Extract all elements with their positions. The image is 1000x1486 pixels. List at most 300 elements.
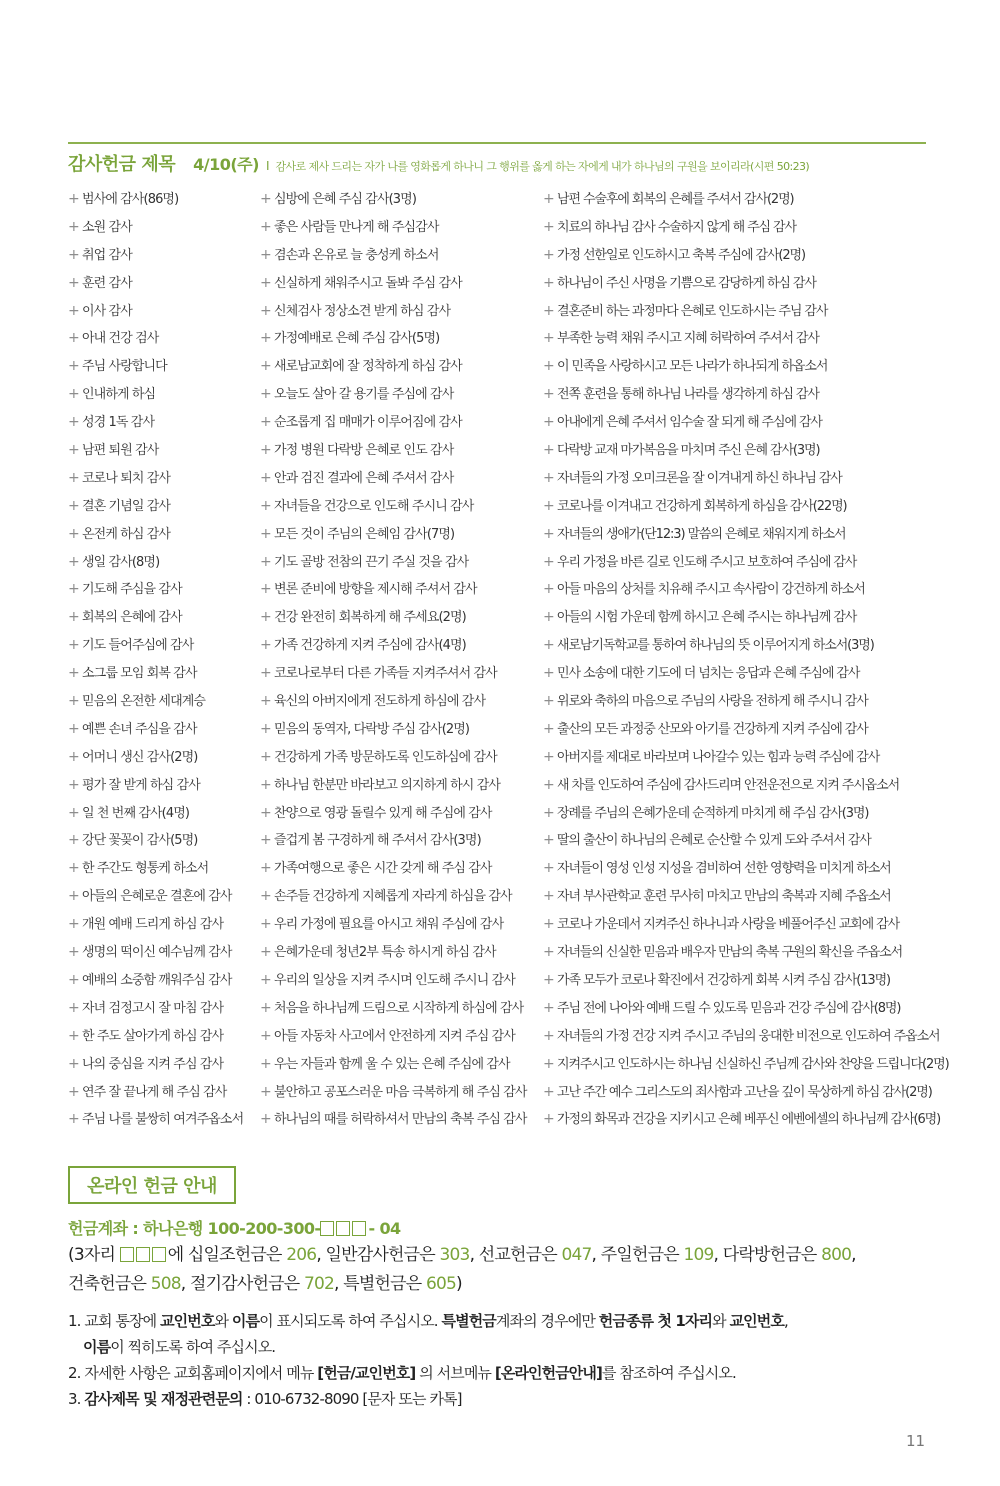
thanks-item <box>260 383 540 411</box>
thanks-item <box>543 802 973 830</box>
thanks-item <box>543 300 973 328</box>
thanks-item <box>68 746 258 774</box>
thanks-item <box>260 523 540 551</box>
thanks-item-text: 자녀들의 생애가(단12:3) 말씀의 은혜로 채워지게 하소서 <box>557 526 846 542</box>
plus-icon: + <box>543 581 554 598</box>
thanks-item <box>543 662 973 690</box>
online-offering-title: 온라인 헌금 안내 <box>68 1166 236 1204</box>
code-darak: 800 <box>821 1245 852 1265</box>
thanks-item <box>543 1053 973 1081</box>
thanks-item <box>260 1081 540 1109</box>
thanks-item-text: 어머니 생신 감사(2명) <box>82 749 198 765</box>
thanks-item <box>260 997 540 1025</box>
thanks-item <box>68 551 258 579</box>
thanks-item-text: 생명의 떡이신 예수님께 감사 <box>82 945 232 961</box>
thanks-item-text: 아들 마음의 상처를 치유해 주시고 속사람이 강건하게 하소서 <box>557 582 865 598</box>
thanks-item-text: 생일 감사(8명) <box>82 554 160 570</box>
thanks-item-text: 평가 잘 받게 하심 감사 <box>82 777 200 793</box>
thanks-item <box>260 300 540 328</box>
plus-icon: + <box>68 999 79 1016</box>
thanks-item <box>543 1081 973 1109</box>
thanks-item <box>68 272 258 300</box>
plus-icon: + <box>543 748 554 765</box>
thanks-item-text: 새 차를 인도하여 주심에 감사드리며 안전운전으로 지켜 주시옵소서 <box>557 777 900 793</box>
thanks-item <box>260 634 540 662</box>
thanks-item-text: 전쪽 훈련을 통해 하나님 나라를 생각하게 하심 감사 <box>557 387 819 403</box>
plus-icon: + <box>543 1111 554 1128</box>
thanks-item <box>68 774 258 802</box>
account-label: 헌금계좌 : 하나은행 100-200-300- <box>68 1219 321 1238</box>
plus-icon: + <box>68 1083 79 1100</box>
thanks-item-text: 건강 완전히 회복하게 해 주세요(2명) <box>274 610 466 626</box>
thanks-item-text: 성경 1독 감사 <box>82 415 155 431</box>
plus-icon: + <box>543 860 554 877</box>
header-verse: 감사로 제사 드리는 자가 나를 영화롭게 하나니 그 행위를 옳게 하는 자에게 내가 하나님의 구원을 보이리라(시편 50:23) <box>275 160 810 173</box>
plus-icon: + <box>68 832 79 849</box>
code-season: 702 <box>303 1274 335 1294</box>
thanks-item-text: 안과 검진 결과에 은혜 주셔서 감사 <box>274 470 454 486</box>
thanks-item <box>68 690 258 718</box>
plus-icon: + <box>68 246 79 263</box>
code-building: 508 <box>150 1274 181 1294</box>
codes-intro: (3자리 <box>68 1245 120 1265</box>
plus-icon: + <box>543 637 554 654</box>
thanks-item <box>68 383 258 411</box>
thanks-item-text: 하나님의 때를 허락하셔서 만남의 축복 주심 감사 <box>274 1112 527 1128</box>
thanks-item <box>543 1025 973 1053</box>
thanks-item <box>260 802 540 830</box>
thanks-item-text: 아들의 은혜로운 결혼에 감사 <box>82 889 232 905</box>
thanks-item <box>543 913 973 941</box>
plus-icon: + <box>543 274 554 291</box>
thanks-item-text: 코로나 가운데서 지켜주신 하나니과 사랑을 베풀어주신 교회에 감사 <box>557 917 900 933</box>
thanks-item <box>68 969 258 997</box>
thanks-item-text: 가정예배로 은혜 주심 감사(5명) <box>274 331 440 347</box>
code-sunday: 109 <box>683 1245 714 1265</box>
thanks-item-text: 오늘도 살아 갈 용기를 주심에 감사 <box>274 387 454 403</box>
thanks-item <box>68 857 258 885</box>
thanks-item-text: 믿음의 온전한 세대계승 <box>82 694 206 710</box>
thanks-item <box>543 606 973 634</box>
plus-icon: + <box>260 999 271 1016</box>
thanks-item-text: 주님 전에 나아와 예배 드릴 수 있도록 믿음과 건강 주심에 감사(8명) <box>557 1000 901 1016</box>
thanks-item-text: 새로남기독학교를 통하여 하나님의 뜻 이루어지게 하소서(3명) <box>557 638 874 654</box>
plus-icon: + <box>543 442 554 459</box>
plus-icon: + <box>260 609 271 626</box>
thanks-item <box>68 467 258 495</box>
thanks-item <box>260 913 540 941</box>
thanks-item <box>68 355 258 383</box>
thanks-item-text: 가족 모두가 코로나 확진에서 건강하게 회복 시켜 주심 감사(13명) <box>557 972 890 988</box>
thanks-item-text: 육신의 아버지에게 전도하게 하심에 감사 <box>274 694 486 710</box>
thanks-item-text: 하나님이 주신 사명을 기쁨으로 감당하게 하심 감사 <box>557 275 816 291</box>
thanks-item-text: 가족여행으로 좋은 시간 갖게 해 주심 감사 <box>274 861 492 877</box>
thanks-item-text: 부족한 능력 채워 주시고 지혜 허락하여 주셔서 감사 <box>557 331 819 347</box>
thanks-item <box>68 885 258 913</box>
thanks-item <box>543 495 973 523</box>
header-date: 4/10(주) <box>193 155 259 174</box>
plus-icon: + <box>260 1111 271 1128</box>
plus-icon: + <box>543 999 554 1016</box>
thanks-item-text: 한 주간도 형통케 하소서 <box>82 861 209 877</box>
plus-icon: + <box>260 218 271 235</box>
thanks-item-text: 딸의 출산이 하나님의 은혜로 순산할 수 있게 도와 주셔서 감사 <box>557 833 871 849</box>
plus-icon: + <box>68 665 79 682</box>
thanks-item <box>543 634 973 662</box>
thanks-item <box>260 327 540 355</box>
thanks-item-text: 이 민족을 사랑하시고 모든 나라가 하나되게 하옵소서 <box>557 359 828 375</box>
thanks-item <box>260 411 540 439</box>
thanks-item-text: 겸손과 온유로 늘 충성케 하소서 <box>274 247 439 263</box>
plus-icon: + <box>543 609 554 626</box>
plus-icon: + <box>260 1027 271 1044</box>
thanks-item-text: 취업 감사 <box>82 247 132 263</box>
plus-icon: + <box>68 553 79 570</box>
thanks-item <box>543 272 973 300</box>
plus-icon: + <box>68 720 79 737</box>
thanks-item <box>260 690 540 718</box>
thanks-item <box>260 774 540 802</box>
thanks-item-text: 아들의 시험 가운데 함께 하시고 은혜 주시는 하나님께 감사 <box>557 610 857 626</box>
thanks-item <box>543 411 973 439</box>
thanks-header <box>68 150 948 178</box>
plus-icon: + <box>543 330 554 347</box>
plus-icon: + <box>260 497 271 514</box>
plus-icon: + <box>68 776 79 793</box>
thanks-item <box>260 216 540 244</box>
thanks-item-text: 은혜가운데 청년2부 특송 하시게 하심 감사 <box>274 945 496 961</box>
thanks-column-1 <box>68 188 258 1136</box>
thanks-item <box>543 355 973 383</box>
thanks-item-text: 가정 병원 다락방 은혜로 인도 감사 <box>274 443 454 459</box>
plus-icon: + <box>543 218 554 235</box>
thanks-item <box>260 188 540 216</box>
plus-icon: + <box>68 1111 79 1128</box>
plus-icon: + <box>68 748 79 765</box>
thanks-item <box>543 690 973 718</box>
header-rule <box>68 142 926 144</box>
digit-box-icon <box>120 1247 134 1262</box>
thanks-item <box>543 857 973 885</box>
thanks-item <box>260 885 540 913</box>
thanks-item-text: 범사에 감사(86명) <box>82 192 179 207</box>
plus-icon: + <box>68 609 79 626</box>
plus-icon: + <box>543 832 554 849</box>
plus-icon: + <box>543 386 554 403</box>
thanks-item-text: 주님 나를 불쌍히 여겨주옵소서 <box>82 1112 244 1128</box>
plus-icon: + <box>68 442 79 459</box>
plus-icon: + <box>68 944 79 961</box>
thanks-item <box>68 188 258 216</box>
thanks-item-text: 자녀들이 영성 인성 지성을 겸비하여 선한 영향력을 미치게 하소서 <box>557 861 891 877</box>
digit-box-icon <box>152 1247 166 1262</box>
thanks-item-text: 연주 잘 끝나게 해 주심 감사 <box>82 1084 227 1100</box>
codes-text: 건축헌금은 <box>68 1274 151 1294</box>
thanks-item-text: 자녀들을 건강으로 인도해 주시니 감사 <box>274 498 474 514</box>
thanks-item-text: 결혼준비 하는 과정마다 은혜로 인도하시는 주님 감사 <box>557 303 828 319</box>
thanks-item <box>68 606 258 634</box>
thanks-item-text: 아버지를 제대로 바라보며 나아갈수 있는 힘과 능력 주심에 감사 <box>557 749 880 765</box>
thanks-item <box>68 216 258 244</box>
thanks-item-text: 처음을 하나님께 드림으로 시작하게 하심에 감사 <box>274 1000 524 1016</box>
offering-codes <box>68 1241 938 1299</box>
plus-icon: + <box>543 191 554 207</box>
codes-text: 에 십일조헌금은 <box>167 1245 287 1265</box>
thanks-item-text: 한 주도 살아가게 하심 감사 <box>82 1028 224 1044</box>
plus-icon: + <box>543 358 554 375</box>
thanks-item-text: 회복의 은혜에 감사 <box>82 610 182 626</box>
thanks-item <box>68 718 258 746</box>
thanks-item-text: 온전케 하심 감사 <box>82 526 171 542</box>
thanks-item-text: 건강하게 가족 방문하도록 인도하심에 감사 <box>274 749 497 765</box>
thanks-item-text: 자녀들의 가정 오미크론을 잘 이겨내게 하신 하나님 감사 <box>557 470 842 486</box>
thanks-item-text: 소원 감사 <box>82 219 132 235</box>
plus-icon: + <box>260 246 271 263</box>
thanks-item <box>543 216 973 244</box>
plus-icon: + <box>68 637 79 654</box>
plus-icon: + <box>68 693 79 710</box>
thanks-item-text: 코로나 퇴치 감사 <box>82 470 171 486</box>
codes-text: , <box>851 1245 856 1265</box>
thanks-item <box>260 1025 540 1053</box>
notes <box>68 1308 938 1412</box>
thanks-item <box>260 857 540 885</box>
thanks-item-text: 일 천 번째 감사(4명) <box>82 805 190 821</box>
plus-icon: + <box>68 804 79 821</box>
thanks-item-text: 예배의 소중함 깨워주심 감사 <box>82 972 232 988</box>
thanks-item-text: 가정 선한일로 인도하시고 축복 주심에 감사(2명) <box>557 247 805 263</box>
thanks-item <box>543 997 973 1025</box>
plus-icon: + <box>260 804 271 821</box>
plus-icon: + <box>260 274 271 291</box>
thanks-item <box>68 411 258 439</box>
thanks-item-text: 아들 자동차 사고에서 안전하게 지켜 주심 감사 <box>274 1028 515 1044</box>
plus-icon: + <box>543 720 554 737</box>
thanks-item <box>68 1025 258 1053</box>
plus-icon: + <box>260 358 271 375</box>
plus-icon: + <box>543 302 554 319</box>
thanks-item-text: 고난 주간 예수 그리스도의 죄사함과 고난을 깊이 묵상하게 하심 감사(2명) <box>557 1084 932 1100</box>
thanks-item-text: 지켜주시고 인도하시는 하나님 신실하신 주님께 감사와 찬양을 드립니다(2명) <box>557 1056 949 1072</box>
plus-icon: + <box>260 971 271 988</box>
plus-icon: + <box>260 693 271 710</box>
plus-icon: + <box>68 525 79 542</box>
thanks-item-text: 주님 사랑합니다 <box>82 359 167 375</box>
thanks-item <box>543 383 973 411</box>
thanks-item <box>260 1053 540 1081</box>
thanks-item <box>260 551 540 579</box>
thanks-item-text: 우리 가정에 필요를 아시고 채워 주심에 감사 <box>274 917 504 933</box>
plus-icon: + <box>68 191 79 207</box>
plus-icon: + <box>543 525 554 542</box>
thanks-item <box>68 634 258 662</box>
thanks-item-text: 믿음의 동역자, 다락방 주심 감사(2명) <box>274 721 470 737</box>
thanks-item-text: 다락방 교재 마가복음을 마치며 주신 은혜 감사(3명) <box>557 443 820 459</box>
thanks-item <box>68 578 258 606</box>
plus-icon: + <box>68 1055 79 1072</box>
plus-icon: + <box>543 693 554 710</box>
thanks-item-text: 기도 들어주심에 감사 <box>82 638 194 654</box>
plus-icon: + <box>260 330 271 347</box>
digit-box-icon <box>336 1221 350 1236</box>
thanks-item-text: 자녀 부사관학교 훈련 무사히 마치고 만남의 축복과 지혜 주옵소서 <box>557 889 891 905</box>
thanks-item <box>260 829 540 857</box>
plus-icon: + <box>260 1055 271 1072</box>
header-separator: I <box>265 159 270 173</box>
thanks-item-text: 좋은 사람들 만나게 해 주심감사 <box>274 219 439 235</box>
plus-icon: + <box>68 218 79 235</box>
codes-text: , 일반감사헌금은 <box>316 1245 440 1265</box>
thanks-item <box>68 439 258 467</box>
plus-icon: + <box>543 916 554 933</box>
thanks-item <box>68 523 258 551</box>
thanks-item <box>260 272 540 300</box>
thanks-item-text: 즐겁게 봄 구경하게 해 주셔서 감사(3명) <box>274 833 481 849</box>
codes-text: , 다락방헌금은 <box>713 1245 822 1265</box>
thanks-item-text: 인내하게 하심 <box>82 387 156 403</box>
thanks-item <box>68 1108 258 1136</box>
thanks-item <box>543 1108 973 1136</box>
plus-icon: + <box>260 888 271 905</box>
plus-icon: + <box>260 302 271 319</box>
plus-icon: + <box>68 916 79 933</box>
plus-icon: + <box>260 748 271 765</box>
thanks-item <box>260 606 540 634</box>
plus-icon: + <box>68 860 79 877</box>
thanks-item <box>260 439 540 467</box>
codes-text: ) <box>456 1274 462 1294</box>
thanks-item <box>68 1053 258 1081</box>
thanks-item <box>543 467 973 495</box>
thanks-item-text: 위로와 축하의 마음으로 주님의 사랑을 전하게 해 주시니 감사 <box>557 694 868 710</box>
plus-icon: + <box>68 888 79 905</box>
thanks-item <box>260 662 540 690</box>
plus-icon: + <box>260 386 271 403</box>
note-2: 2. 자세한 사항은 교회홈페이지에서 메뉴 [헌금/교인번호] 의 서브메뉴 [온라인헌금안내]를 참조하여 주십시오. <box>68 1364 736 1382</box>
plus-icon: + <box>543 553 554 570</box>
thanks-item-text: 기도 골방 전참의 끈기 주실 것을 감사 <box>274 554 469 570</box>
thanks-item <box>260 244 540 272</box>
thanks-item <box>68 829 258 857</box>
thanks-item-text: 찬양으로 영광 돌릴수 있게 해 주심에 감사 <box>274 805 492 821</box>
plus-icon: + <box>68 358 79 375</box>
account-suffix: - 04 <box>368 1219 401 1238</box>
thanks-item <box>543 439 973 467</box>
plus-icon: + <box>543 944 554 961</box>
plus-icon: + <box>260 916 271 933</box>
digit-box-icon <box>320 1221 334 1236</box>
thanks-item-text: 강단 꽃꽂이 감사(5명) <box>82 833 198 849</box>
plus-icon: + <box>543 665 554 682</box>
thanks-item-text: 아내에게 은혜 주셔서 임수술 잘 되게 해 주심에 감사 <box>557 415 822 431</box>
plus-icon: + <box>260 581 271 598</box>
plus-icon: + <box>68 330 79 347</box>
code-special: 605 <box>425 1274 456 1294</box>
plus-icon: + <box>543 1055 554 1072</box>
plus-icon: + <box>543 1083 554 1100</box>
plus-icon: + <box>68 469 79 486</box>
thanks-item-text: 모든 것이 주님의 은혜임 감사(7명) <box>274 526 455 542</box>
thanks-item-text: 남편 수술후에 회복의 은혜를 주셔서 감사(2명) <box>557 192 794 207</box>
plus-icon: + <box>260 191 271 207</box>
plus-icon: + <box>68 971 79 988</box>
code-tithe: 206 <box>286 1245 317 1265</box>
thanks-item <box>543 578 973 606</box>
plus-icon: + <box>68 414 79 431</box>
thanks-item <box>260 969 540 997</box>
thanks-item <box>543 969 973 997</box>
thanks-item <box>543 244 973 272</box>
thanks-item-text: 예쁜 손녀 주심을 감사 <box>82 721 197 737</box>
codes-text: , 특별헌금은 <box>334 1274 426 1294</box>
plus-icon: + <box>543 246 554 263</box>
plus-icon: + <box>260 832 271 849</box>
plus-icon: + <box>260 525 271 542</box>
thanks-item-text: 나의 중심을 지켜 주심 감사 <box>82 1056 224 1072</box>
plus-icon: + <box>68 274 79 291</box>
thanks-item <box>68 244 258 272</box>
plus-icon: + <box>543 1027 554 1044</box>
thanks-item-text: 순조롭게 집 매매가 이루어짐에 감사 <box>274 415 462 431</box>
digit-box-icon <box>352 1221 366 1236</box>
thanks-item-text: 치료의 하나님 감사 수술하지 않게 해 주심 감사 <box>557 219 796 235</box>
thanks-item-text: 가족 건강하게 지켜 주심에 감사(4명) <box>274 638 466 654</box>
plus-icon: + <box>260 860 271 877</box>
plus-icon: + <box>260 414 271 431</box>
thanks-item <box>543 941 973 969</box>
thanks-item <box>543 829 973 857</box>
plus-icon: + <box>260 637 271 654</box>
thanks-item-text: 남편 퇴원 감사 <box>82 443 159 459</box>
plus-icon: + <box>68 386 79 403</box>
plus-icon: + <box>543 888 554 905</box>
codes-text: , 절기감사헌금은 <box>180 1274 304 1294</box>
plus-icon: + <box>260 442 271 459</box>
note-1-cont: 이름이 찍히도록 하여 주십시오. <box>83 1338 276 1356</box>
thanks-item-text: 하나님 한분만 바라보고 의지하게 하시 감사 <box>274 777 501 793</box>
thanks-item <box>260 746 540 774</box>
plus-icon: + <box>260 665 271 682</box>
thanks-item-text: 민사 소송에 대한 기도에 더 넘치는 응답과 은혜 주심에 감사 <box>557 666 860 682</box>
thanks-item-text: 코로나를 이겨내고 건강하게 회복하게 하심을 감사(22명) <box>557 498 847 514</box>
section-title: 감사헌금 제목 <box>68 154 176 175</box>
note-1: 1. 교회 통장에 교인번호와 이름이 표시되도록 하여 주십시오. 특별헌금계좌의 경우에만 헌금종류 첫 1자리와 교인번호, <box>68 1312 788 1330</box>
thanks-item <box>68 662 258 690</box>
thanks-item <box>260 1108 540 1136</box>
thanks-item <box>260 355 540 383</box>
thanks-item <box>543 327 973 355</box>
thanks-column-2 <box>260 188 540 1136</box>
account-line <box>68 1216 401 1239</box>
thanks-item-text: 신체검사 정상소견 받게 하심 감사 <box>274 303 451 319</box>
thanks-item-text: 장례를 주님의 은혜가운데 순적하게 마치게 해 주심 감사(3명) <box>557 805 869 821</box>
plus-icon: + <box>543 776 554 793</box>
thanks-item <box>543 774 973 802</box>
thanks-item <box>260 941 540 969</box>
thanks-item-text: 가정의 화목과 건강을 지키시고 은혜 베푸신 에벤에셀의 하나님께 감사(6명) <box>557 1112 941 1128</box>
thanks-item <box>260 495 540 523</box>
plus-icon: + <box>543 414 554 431</box>
thanks-item <box>543 523 973 551</box>
thanks-item-text: 출산의 모든 과정중 산모와 아기를 건강하게 지켜 주심에 감사 <box>557 721 868 737</box>
thanks-item-text: 신실하게 채워주시고 돌봐 주심 감사 <box>274 275 462 291</box>
thanks-item <box>68 1081 258 1109</box>
thanks-item <box>543 551 973 579</box>
codes-text: , 선교헌금은 <box>469 1245 562 1265</box>
thanks-item-text: 심방에 은혜 주심 감사(3명) <box>274 192 416 207</box>
thanks-item-text: 변론 준비에 방향을 제시해 주셔서 감사 <box>274 582 477 598</box>
thanks-item <box>260 578 540 606</box>
